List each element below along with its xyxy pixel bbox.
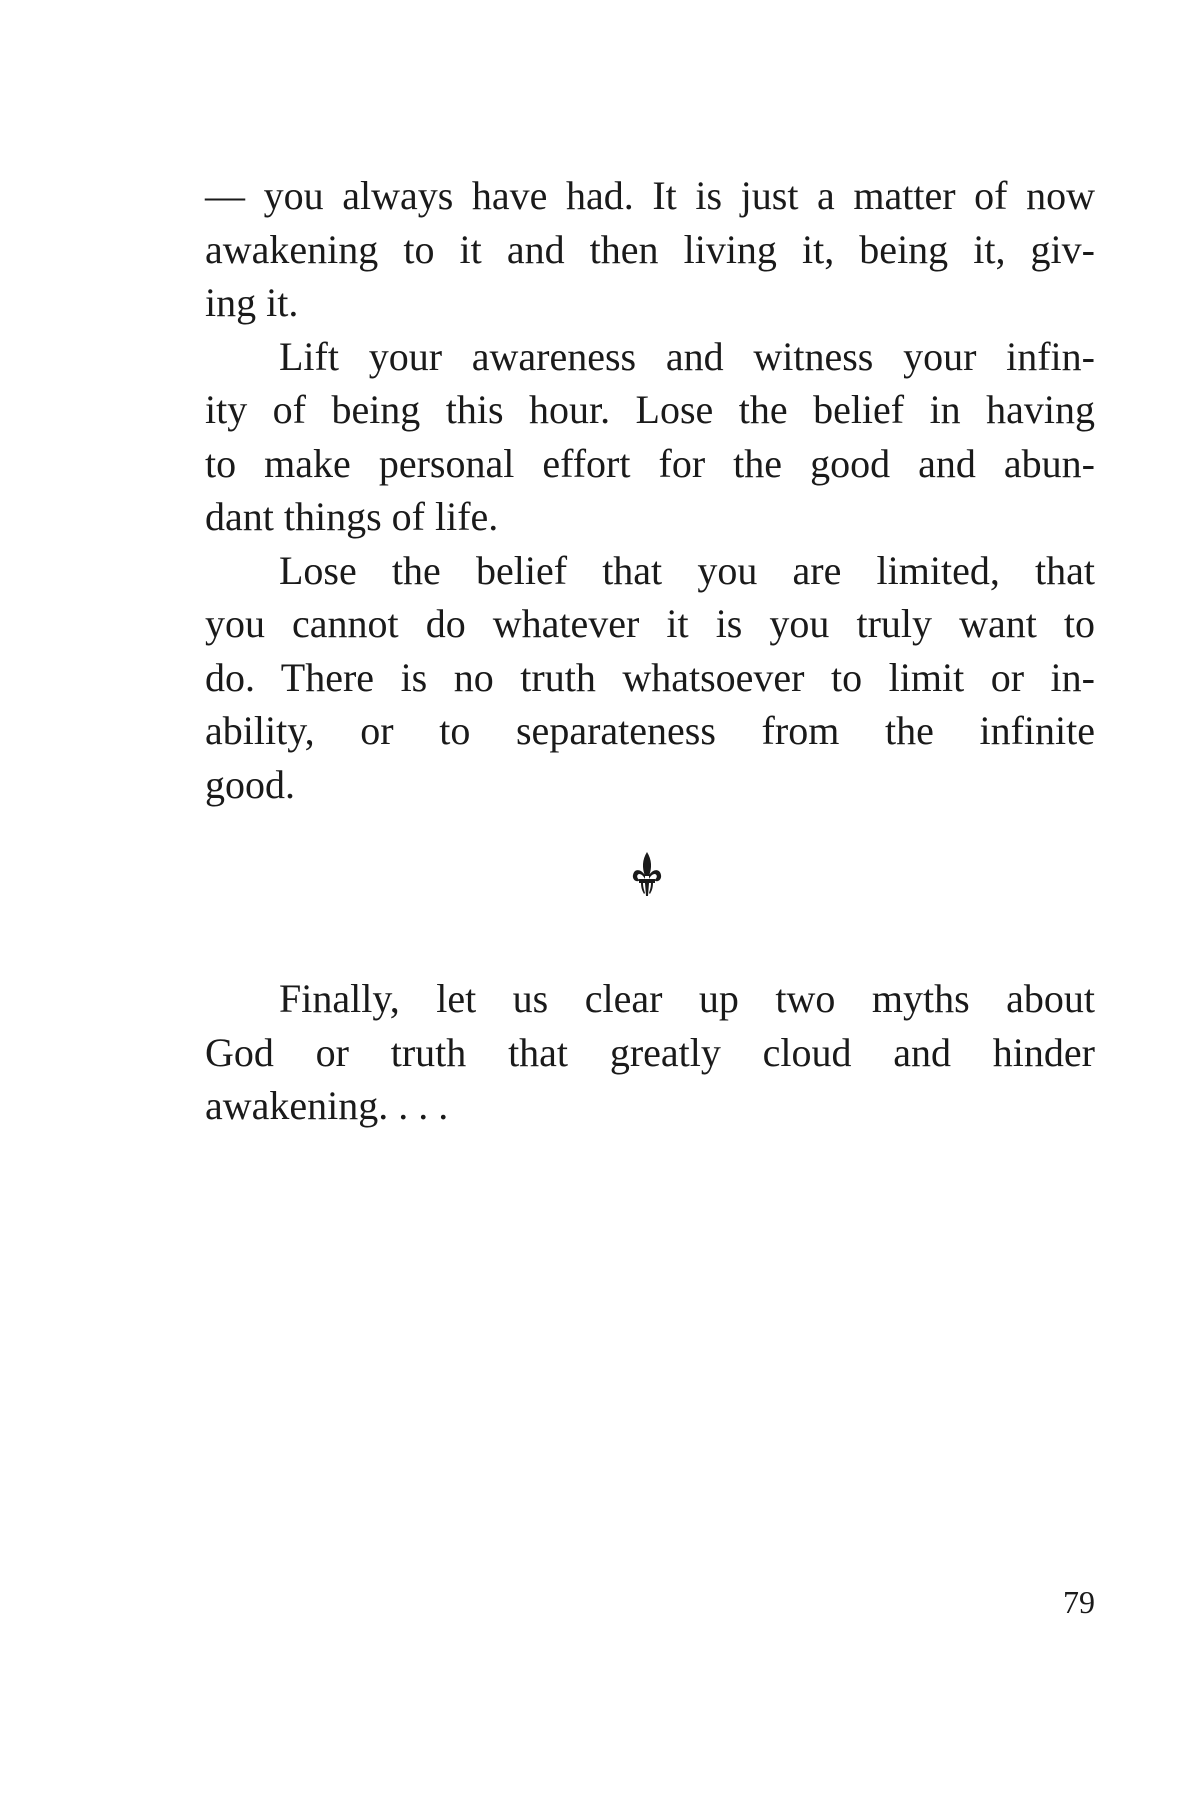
body-text-upper [205, 169, 1095, 811]
text-line: ity of being this hour. Lose the belief in having [205, 387, 1095, 432]
paragraph [205, 330, 1095, 544]
page-number: 79 [1063, 1584, 1095, 1620]
text-line: awakening. . . . [205, 1083, 449, 1128]
text-line: God or truth that greatly cloud and hinder [205, 1029, 1095, 1075]
text-line: awakening to it and then living it, being it, giv- [205, 226, 1095, 272]
paragraph [205, 544, 1095, 812]
text-line: ing it. [205, 280, 299, 325]
text-line: ability, or to separateness from the infinite [205, 708, 1095, 753]
text-line: dant things of life. [205, 494, 499, 539]
fleur-de-lis-icon [632, 852, 662, 904]
text-line: Finally, let us clear up two myths about [279, 976, 1095, 1021]
text-line: do. There is no truth whatsoever to limit or in- [205, 654, 1095, 700]
body-text-lower [205, 972, 1095, 1133]
text-line: you cannot do whatever it is you truly want to [205, 601, 1095, 646]
paragraph [205, 169, 1095, 330]
paragraph [205, 972, 1095, 1133]
text-line: — you always have had. It is just a matter of now [205, 173, 1095, 218]
text-line: to make personal effort for the good and abun- [205, 440, 1095, 486]
text-line: Lose the belief that you are limited, that [279, 547, 1095, 593]
text-line: good. [205, 761, 295, 807]
text-line: Lift your awareness and witness your infin- [279, 333, 1095, 379]
